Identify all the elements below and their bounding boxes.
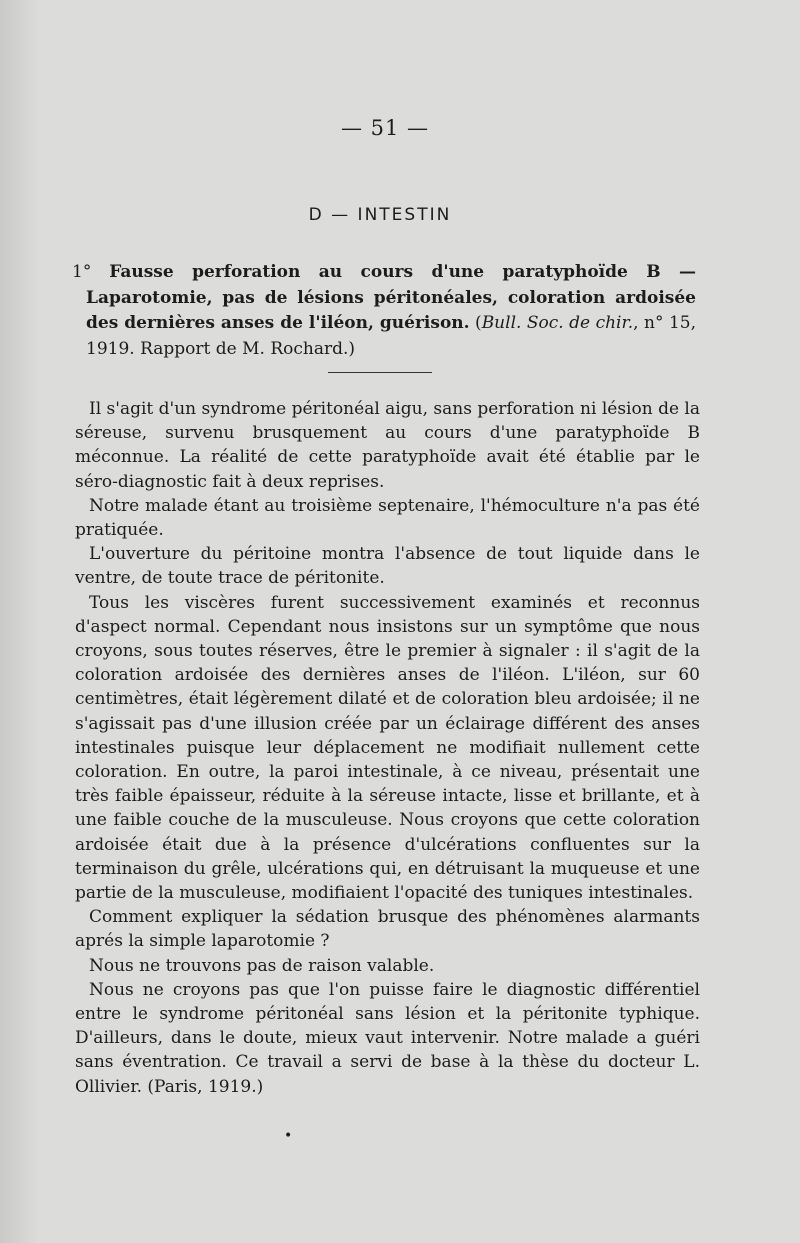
- citation-open: (: [469, 313, 482, 333]
- article-heading: [72, 260, 696, 362]
- article-title: Fausse perforation au cours d'une paratyphoïde B — Laparotomie, pas de lésions péritonéales, coloration ardoisée des dernières anses de l'iléon, guérison.: [86, 262, 696, 333]
- article-body: [75, 397, 700, 1099]
- paragraph: Il s'agit d'un syndrome péritonéal aigu, sans perforation ni lésion de la séreuse, survenu brusquement au cours d'une paratyphoïde B méconnue. La réalité de cette paratyphoïde avait été établie par le séro-diagnostic fait à deux reprises.: [75, 399, 700, 492]
- paragraph: Tous les viscères furent successivement examinés et reconnus d'aspect normal. Cependant nous insistons sur un symptôme que nous croyons, sous toutes réserves, être le premier à signaler : il s'agit de la coloration ardoisée des dernières anses de l'iléon. L'iléon, sur 60 centimètres, était légèrement dilaté et de coloration bleu ardoisée; il ne s'agissait pas d'une illusion créée par un éclairage différent des anses intestinales puisque leur déplacement ne modifiait nullement cette coloration. En outre, la paroi intestinale, à ce niveau, présentait une très faible épaisseur, réduite à la séreuse intacte, lisse et brillante, et à une faible couche de la musculeuse. Nous croyons que cette coloration ardoisée était due à la présence d'ulcérations confluentes sur la terminaison du grêle, ulcérations qui, en détruisant la muqueuse et une partie de la musculeuse, modifiaient l'opacité des tuniques intestinales.: [75, 592, 700, 904]
- separator-rule: [328, 372, 432, 373]
- paragraph: L'ouverture du péritoine montra l'absence de tout liquide dans le ventre, de toute trace de péritonite.: [75, 544, 700, 589]
- citation-source: Bull. Soc. de chir.: [481, 313, 634, 333]
- paragraph: Notre malade étant au troisième septenaire, l'hémoculture n'a pas été pratiquée.: [75, 495, 700, 541]
- section-title: D — INTESTIN: [308, 205, 452, 225]
- paragraph: Comment expliquer la sédation brusque des phénomènes alarmants aprés la simple laparotomie ?: [75, 907, 700, 952]
- article-number: 1°: [72, 262, 92, 282]
- page-number: — 51 —: [340, 116, 430, 140]
- footer-mark: •: [284, 1128, 293, 1144]
- paragraph: Nous ne trouvons pas de raison valable.: [89, 955, 435, 976]
- citation-rest: , n° 15, 1919. Rapport de M. Rochard.): [86, 313, 696, 359]
- paragraph: Nous ne croyons pas que l'on puisse faire le diagnostic différentiel entre le syndrome péritonéal sans lésion et la péritonite typhique. D'ailleurs, dans le doute, mieux vaut intervenir. Notre malade a guéri sans éventration. Ce travail a servi de base à la thèse du docteur L. Ollivier. (Paris, 1919.): [75, 979, 700, 1097]
